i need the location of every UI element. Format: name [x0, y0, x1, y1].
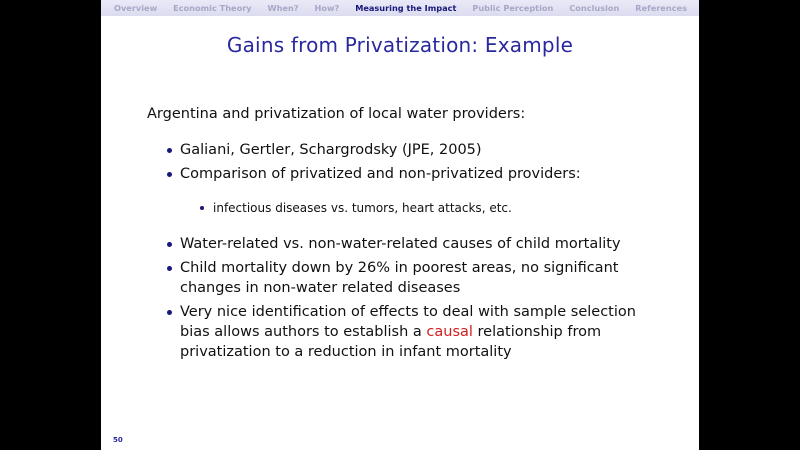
- nav-item-overview[interactable]: Overview: [114, 3, 158, 13]
- slide-content: [147, 104, 667, 366]
- nav-item-conclusion[interactable]: Conclusion: [569, 3, 620, 13]
- bullet-text: Comparison of privatized and non-privatized providers:: [180, 166, 581, 182]
- slide-title: Gains from Privatization: Example: [226, 33, 574, 57]
- nav-item-how[interactable]: How?: [314, 3, 340, 13]
- nav-item-references[interactable]: References: [635, 3, 687, 13]
- nav-item-when[interactable]: When?: [267, 3, 299, 13]
- sub-bullet-item: infectious diseases vs. tumors, heart attacks, etc.: [180, 198, 667, 218]
- page-number: 50: [113, 436, 123, 444]
- nav-item-economic-theory[interactable]: Economic Theory: [173, 3, 252, 13]
- intro-text: Argentina and privatization of local water providers:: [147, 106, 526, 122]
- bullet-item: Child mortality down by 26% in poorest areas, no significant changes in non-water related diseases: [147, 258, 667, 298]
- bullet-text: Very nice identification of effects to deal with sample selection bias allows authors to establish a: [180, 304, 636, 340]
- bullet-item: [147, 302, 667, 362]
- sub-bullet-list: [180, 198, 667, 218]
- bullet-item: Water-related vs. non-water-related causes of child mortality: [147, 234, 667, 254]
- bullet-item: Galiani, Gertler, Schargrodsky (JPE, 2005): [147, 140, 667, 160]
- bullet-list: [147, 140, 667, 362]
- section-navbar: [101, 0, 699, 16]
- nav-item-public-perception[interactable]: Public Perception: [472, 3, 554, 13]
- nav-item-measuring-the-impact[interactable]: Measuring the Impact: [355, 3, 457, 13]
- slide: [101, 0, 699, 450]
- bullet-text: relationship from privatization to a reduction in infant mortality: [180, 324, 602, 360]
- bullet-item: [147, 164, 667, 218]
- causal-highlight: causal: [426, 324, 473, 340]
